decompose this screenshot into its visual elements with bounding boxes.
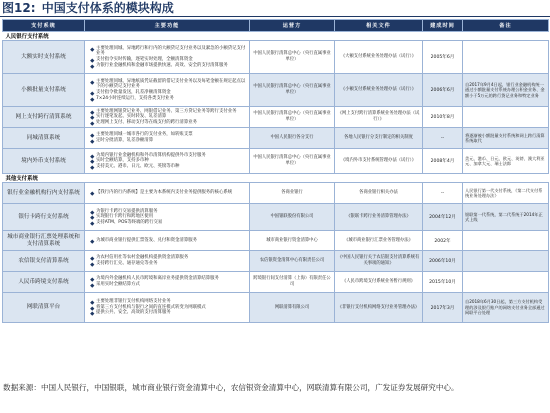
system-name: 银行卡跨行支付系统 (3, 204, 85, 231)
system-features (85, 293, 250, 323)
feature-item: 主要处理同城一城市各行的支付业务，如转账支票 (91, 132, 246, 138)
feature-item: 实行逐笔发起、实时转发、轧差清算 (91, 114, 246, 120)
system-name: 人民币跨境支付系统 (3, 272, 85, 293)
system-name: 同城清算系统 (3, 128, 85, 149)
system-name: 农信银支付清算系统 (3, 251, 85, 272)
system-features (85, 231, 250, 251)
operator-cell: 中国人民银行清算总中心（央行直属事业单位） (250, 149, 335, 174)
feature-item: 实现银行卡跨行和跨地区使用 (91, 214, 246, 220)
operator-cell: 各商业银行 (250, 183, 335, 204)
document-cell: 各地人民银行分支行制定的相关制度 (335, 128, 423, 149)
system-features (85, 107, 250, 128)
note-cell (463, 231, 549, 251)
feature-item: 实时全额结算，支持多币种 (91, 158, 246, 164)
note-cell: 美元、港币、日元、欧元、英镑、澳大利亚元、加拿大元、瑞士法郎 (463, 149, 549, 174)
system-name: 网联清算平台 (3, 293, 85, 323)
note-cell: 将逐渐被小额批量支付系统和网上跨行清算系统取代 (463, 128, 549, 149)
operator-cell: 中国人民银行清算总中心（央行直属事业单位） (250, 107, 335, 128)
system-name: 银行业金融机构行内支付系统 (3, 183, 85, 204)
feature-list (91, 299, 246, 316)
section-row (3, 32, 549, 41)
header-note: 备注 (463, 20, 549, 32)
feature-item: 提供公共、安全、高效的支付清算服务 (91, 310, 246, 316)
header-operator: 运营方 (250, 20, 335, 32)
operator-cell: 城市商业银行资金清算中心 (250, 231, 335, 251)
table-row (3, 231, 549, 251)
feature-item: 【我行内的行内系统】是主要为本系统内支付业务提供服务的核心系统 (91, 190, 246, 196)
feature-list (91, 190, 246, 196)
table-row (3, 272, 549, 293)
feature-item: 支持ATM、POS等终端的跨行交易 (91, 220, 246, 226)
note-cell: 自2018年6月30日起，第三方支付机构受理的涉及银行账户的网络支付业务全部通过网联平台处理 (463, 293, 549, 323)
feature-item: 为境内银行业金融机构和外币清算机构提供外币支付服务 (91, 153, 246, 159)
operator-cell: 网联清算有限公司 (250, 293, 335, 323)
system-features (85, 41, 250, 74)
document-cell: 《银联卡跨行业务清算管理办法》 (335, 204, 423, 231)
operator-cell: 中国银联股份有限公司 (250, 204, 335, 231)
table-row (3, 41, 549, 74)
feature-item: 为银行卡跨行交易提供清算服务 (91, 209, 246, 215)
system-features (85, 183, 250, 204)
feature-list (91, 79, 246, 101)
note-cell (463, 107, 549, 128)
payment-systems-table (2, 19, 549, 323)
date-cell: 2017年3月 (423, 293, 463, 323)
feature-item: 为银行业金融机构和金融市场提供快速、高效、安全的支付清算服务 (91, 63, 246, 69)
document-cell: 《境内外币支付系统管理办法（试行）》 (335, 149, 423, 174)
document-cell: 《城市商业银行汇票业务管理办法》 (335, 231, 423, 251)
date-cell: -- (423, 183, 463, 204)
feature-item: 采用实时全额结算方式 (91, 282, 246, 288)
operator-cell: 跨境银行间支付清算（上海）有限责任公司 (250, 272, 335, 293)
note-cell: 人民银行第一代支付系统，《第二代支付系统业务处理办法》 (463, 183, 549, 204)
feature-item: 主要处理网银贷记业务、网银借记业务、第三方贷记业务等跨行支付业务 (91, 109, 246, 115)
table-row (3, 107, 549, 128)
system-name: 小额批量支付系统 (3, 74, 85, 107)
table-row (3, 74, 549, 107)
feature-item: 支付指令批量发送，轧差净额清算资金 (91, 90, 246, 96)
feature-list (91, 109, 246, 126)
table-row (3, 204, 549, 231)
feature-item: 7×24小时连续运行，支持各类支付业务 (91, 96, 246, 102)
date-cell: 2005年6月 (423, 41, 463, 74)
feature-item: 为城市商业银行提供汇票签发、兑付和资金清算服务 (91, 238, 246, 244)
date-cell: 2006年6月 (423, 74, 463, 107)
document-cell: 各商业银行相关办法 (335, 183, 423, 204)
note-cell: 自2017年9月4日起，银行业金融机构统一通过小额批量支付系统办理公积金业务、金额小于5万元的跨行贷记业务和特定业务 (463, 74, 549, 107)
operator-cell: 中国人民银行各分支行 (250, 128, 335, 149)
feature-list (91, 276, 246, 287)
system-name: 城市商业银行汇票处理系统和支付清算系统 (3, 231, 85, 251)
feature-list (91, 209, 246, 226)
system-features (85, 74, 250, 107)
table-row (3, 128, 549, 149)
operator-cell: 农信银资金清算中心有限责任公司 (250, 251, 335, 272)
date-cell: 2010年8月 (423, 107, 463, 128)
date-cell: 2008年4月 (423, 149, 463, 174)
document-cell: 《非银行支付机构网络支付业务管理办法》 (335, 293, 423, 323)
operator-cell: 中国人民银行清算总中心（央行直属事业单位） (250, 74, 335, 107)
feature-item: 主要处理同城、异地纸质凭证截留的借记支付业务以及每笔金额在规定起点以下的小额贷记支付业务 (91, 79, 246, 90)
feature-item: 支付指令实时传输，逐笔实时处理，全额清算资金 (91, 57, 246, 63)
figure-caption: 中国支付体系的模块构成 (41, 1, 174, 15)
feature-item: 定时分批清算，轧差净额清算 (91, 138, 246, 144)
date-cell: 2015年10月 (423, 272, 463, 293)
feature-list (91, 46, 246, 68)
feature-item: 支持美元、港币、日元、欧元、英镑等币种 (91, 164, 246, 170)
header-function: 主要功能 (85, 20, 250, 32)
note-cell: 银联第一代系统，第二代系统于2014年正式上线 (463, 204, 549, 231)
feature-item: 为农村信用社等农村金融机构提供资金清算服务 (91, 255, 246, 261)
table-body (3, 32, 549, 323)
source-note: 数据来源：中国人民银行，中国银联，城市商业银行资金清算中心，农信银资金清算中心，网联清算有限公司，广发证券发展研究中心。 (3, 383, 459, 392)
system-name: 大额实时支付系统 (3, 41, 85, 74)
date-cell: -- (423, 128, 463, 149)
feature-list (91, 238, 246, 244)
header-system: 支付系统 (3, 20, 85, 32)
section-row (3, 174, 549, 183)
table-header-row (3, 20, 549, 32)
system-features (85, 149, 250, 174)
system-name: 境内外币支付系统 (3, 149, 85, 174)
feature-item: 主要处理非银行支付机构网络支付业务 (91, 299, 246, 305)
feature-list (91, 255, 246, 266)
date-cell: 2006年10月 (423, 251, 463, 272)
section-label: 其他支付系统 (3, 174, 549, 183)
figure-title (0, 0, 550, 17)
note-cell (463, 272, 549, 293)
date-cell: 2002年 (423, 231, 463, 251)
date-cell: 2004年12月 (423, 204, 463, 231)
note-cell (463, 251, 549, 272)
feature-list (91, 153, 246, 170)
system-features (85, 204, 250, 231)
system-features (85, 272, 250, 293)
figure-number: 图12: (2, 1, 36, 15)
system-features (85, 251, 250, 272)
feature-item: 处理网上支付、移动支付等在线支付的跨行清算业务 (91, 120, 246, 126)
table-row (3, 183, 549, 204)
operator-cell: 中国人民银行清算总中心（央行直属事业单位） (250, 41, 335, 74)
section-label: 人民银行支付系统 (3, 32, 549, 41)
header-date: 建成时间 (423, 20, 463, 32)
document-cell: 《小额支付系统业务处理办法（试行）》 (335, 74, 423, 107)
document-cell: 《人民币跨境支付系统业务暂行规则》 (335, 272, 423, 293)
system-features (85, 128, 250, 149)
table-row (3, 293, 549, 323)
document-cell: 《中国人民银行关于农信银支付清算系统有关事项的通知》 (335, 251, 423, 272)
feature-item: 将第三方支付机构与银行之间的直连模式转变为网联模式 (91, 305, 246, 311)
table-row (3, 149, 549, 174)
header-documents: 相关文件 (335, 20, 423, 32)
note-cell (463, 41, 549, 74)
document-cell: 《大额支付系统业务处理办法（试行）》 (335, 41, 423, 74)
feature-item: 主要处理同城、异地跨行和行内的大额贷记支付业务以及紧急的小额贷记支付业务 (91, 46, 246, 57)
feature-list (91, 132, 246, 143)
system-name: 网上支付跨行清算系统 (3, 107, 85, 128)
table-row (3, 251, 549, 272)
feature-item: 为境内外金融机构人民币跨境和离岸业务提供资金清算结算服务 (91, 276, 246, 282)
feature-item: 支持跨行汇兑、通存通兑等业务 (91, 261, 246, 267)
document-cell: 《网上支付跨行清算系统业务处理办法（试行）》 (335, 107, 423, 128)
